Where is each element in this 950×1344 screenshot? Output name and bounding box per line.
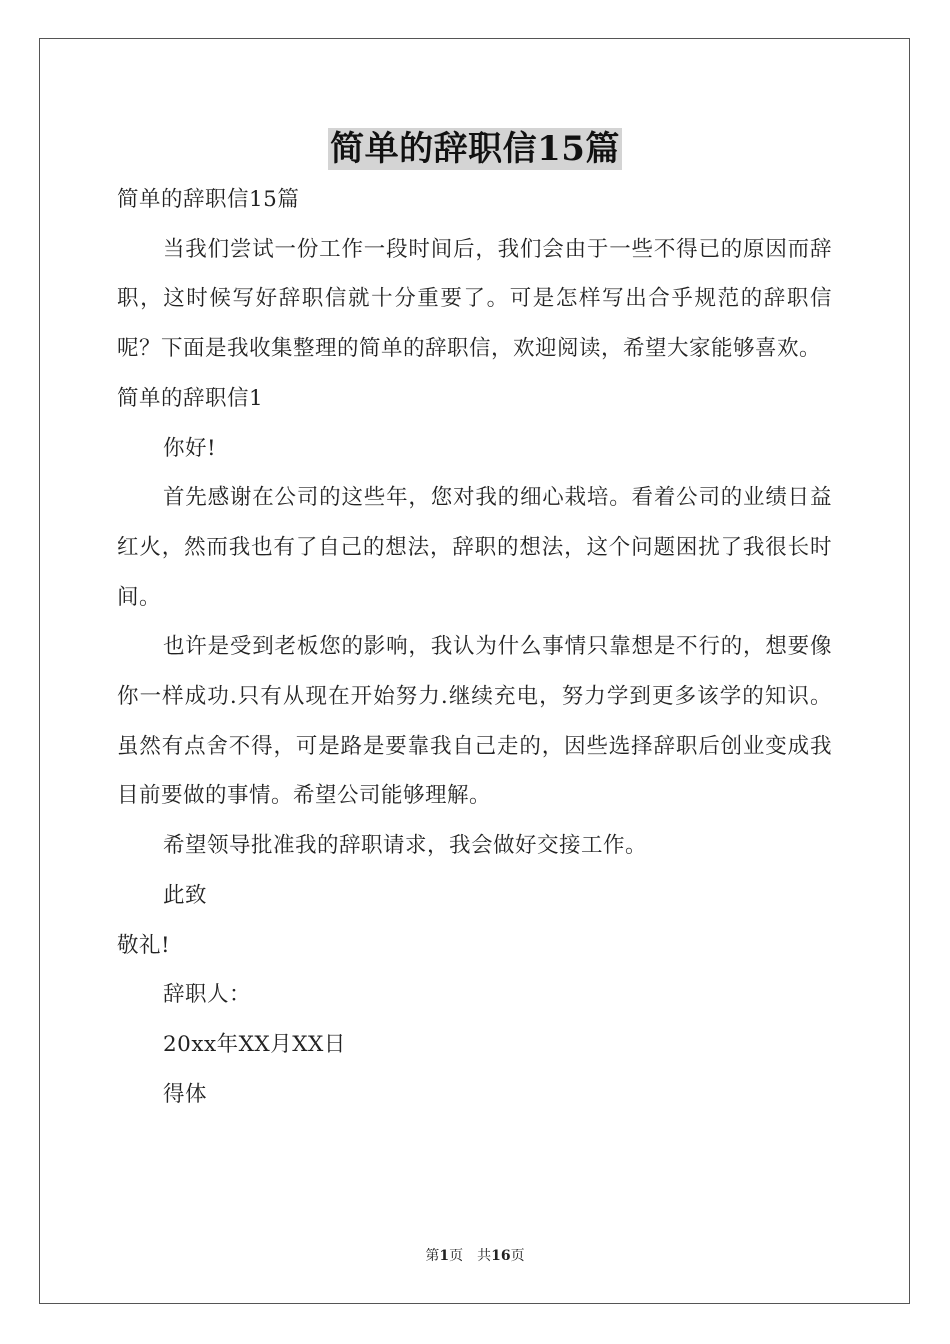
trailing-text: 得体: [163, 1081, 208, 1107]
intro-paragraph: 当我们尝试一份工作一段时间后，我们会由于一些不得已的原因而辞职，这时候写好辞职信就十分重要了。可是怎样写出合乎规范的辞职信呢？下面是我收集整理的简单的辞职信，欢迎阅读，希望大家能够喜欢。: [117, 236, 832, 362]
page-prefix: 第: [425, 1248, 440, 1264]
letter-closing: 此致: [163, 882, 208, 908]
page-footer: [0, 1246, 950, 1266]
title-container: [0, 128, 950, 170]
page-mid: 页: [449, 1248, 464, 1264]
total-suffix: 页: [510, 1248, 525, 1264]
current-page-number: 1: [439, 1248, 450, 1264]
letter-greeting: 你好!: [163, 435, 217, 461]
letter-paragraph: 希望领导批准我的辞职请求，我会做好交接工作。: [163, 833, 648, 859]
letter-paragraph: 也许是受到老板您的影响，我认为什么事情只靠想是不行的，想要像你一样成功.只有从现在开始努力.继续充电，努力学到更多该学的知识。虽然有点舍不得，可是路是要靠我自己走的，因些选择辞职后创业变成我目前要做的事情。希望公司能够理解。: [117, 634, 832, 809]
letter-heading: 简单的辞职信1: [117, 385, 264, 411]
letter-date: 20xx年XX月XX日: [163, 1031, 346, 1057]
total-page-number: 16: [491, 1248, 511, 1264]
document-body: [117, 175, 832, 1119]
letter-salute: 敬礼!: [117, 932, 171, 958]
signer-label: 辞职人：: [163, 982, 252, 1008]
letter-paragraph: 首先感谢在公司的这些年，您对我的细心栽培。看着公司的业绩日益红火，然而我也有了自己的想法，辞职的想法，这个问题困扰了我很长时间。: [117, 485, 832, 610]
document-subtitle: 简单的辞职信15篇: [117, 187, 300, 212]
document-title: 简单的辞职信15篇: [330, 129, 620, 169]
total-prefix: 共: [477, 1248, 492, 1264]
